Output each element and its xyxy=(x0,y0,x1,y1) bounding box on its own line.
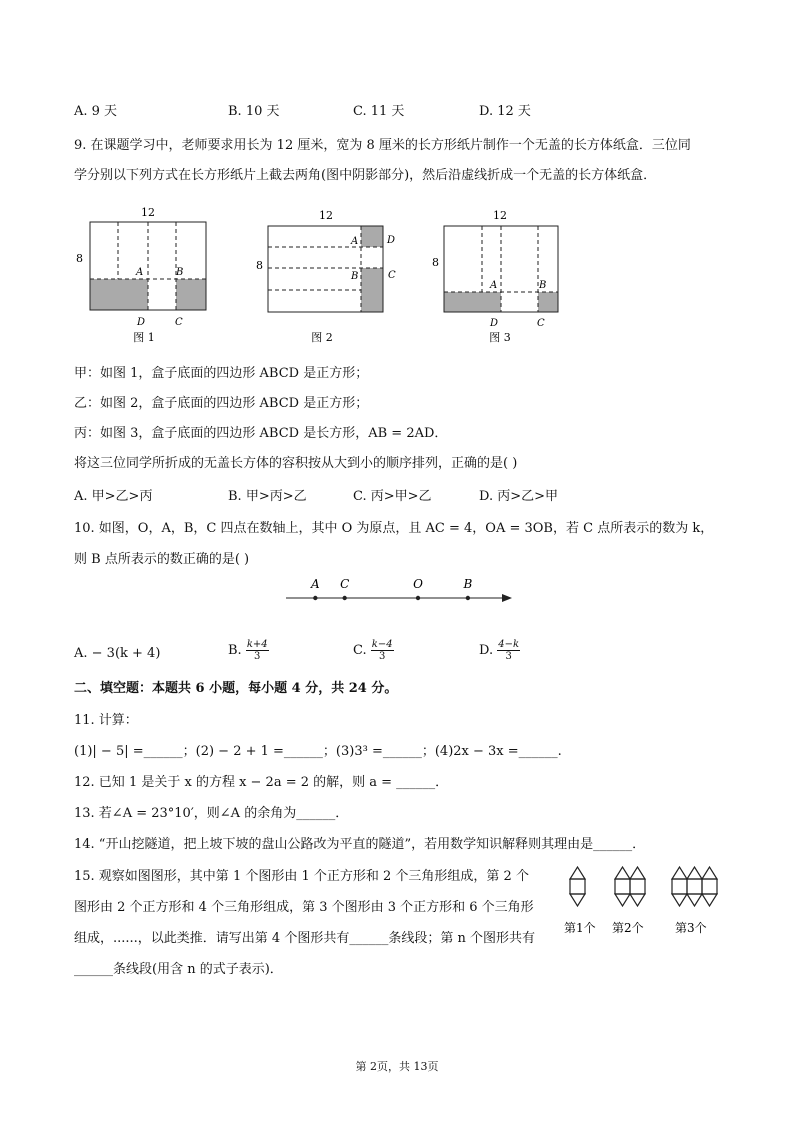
q14-text: 14. “开山挖隧道，把上坡下坡的盘山公路改为平直的隧道”，若用数学知识解释则其理由是______． xyxy=(74,837,646,852)
q9-option-a: A. 甲>乙>丙 xyxy=(74,489,153,504)
q10-option-d-denominator: 3 xyxy=(505,651,512,662)
axis-point-dot-c xyxy=(342,596,346,600)
q10-option-b: B. $\frac{k+4}{3}$ xyxy=(228,639,268,662)
q9-text-line1: 9. 在课题学习中，老师要求用长为 12 厘米，宽为 8 厘米的长方形纸片制作一个无盖的长方体纸盒．三位同 xyxy=(74,138,691,153)
q10-text-line1: 10. 如图，O，A，B，C 四点在数轴上，其中 O 为原点，且 AC = 4，OA = 3OB，若 C 点所表示的数为 k， xyxy=(74,521,714,536)
q15-text-line3: 组成，......，以此类推．请写出第 4 个图形共有______条线段；第 n 个图形共有 xyxy=(74,931,535,946)
fig3-point-a: A xyxy=(490,280,498,291)
fig3-point-b: B xyxy=(539,280,547,291)
q15-text-line1: 15. 观察如图图形，其中第 1 个图形由 1 个正方形和 2 个三角形组成，第 2 个 xyxy=(74,869,529,884)
q9-figure-1 xyxy=(74,202,224,347)
axis-point-label-c: C xyxy=(340,577,350,591)
q15-figure-3-label: 第3个 xyxy=(675,921,707,935)
fig1-point-a: A xyxy=(136,267,144,278)
q15-pattern-figure xyxy=(560,862,730,942)
q9-figure-3 xyxy=(428,202,578,347)
q12-text: 12. 已知 1 是关于 x 的方程 x − 2a = 2 的解，则 a = ______． xyxy=(74,775,449,790)
q11-text-line1: 11. 计算： xyxy=(74,713,138,728)
q10-option-a: A. − 3(k + 4) xyxy=(74,646,161,661)
fig2-caption: 图 2 xyxy=(311,331,333,344)
section2-title: 二、填空题：本题共 6 小题，每小题 4 分，共 24 分。 xyxy=(74,681,398,696)
q9-option-d: D. 丙>乙>甲 xyxy=(479,489,559,504)
q9-statement-jia: 甲：如图 1，盒子底面的四边形 ABCD 是正方形； xyxy=(74,366,369,381)
fig1-point-b: B xyxy=(176,267,184,278)
q10-option-b-numerator: k+4 xyxy=(246,639,268,650)
q15-figure-2-label: 第2个 xyxy=(612,921,644,935)
fig1-caption: 图 1 xyxy=(133,331,155,344)
q10-number-line xyxy=(280,575,520,615)
fig1-point-c: C xyxy=(175,317,183,328)
q9-option-c: C. 丙>甲>乙 xyxy=(353,489,432,504)
q13-text: 13. 若∠A = 23°10′，则∠A 的余角为______． xyxy=(74,806,349,821)
fig2-point-a: A xyxy=(351,236,359,247)
fig2-height-label: 8 xyxy=(256,259,263,272)
q8-option-b: B. 10 天 xyxy=(228,104,280,119)
q8-option-a: A. 9 天 xyxy=(74,104,118,119)
fig3-point-c: C xyxy=(537,318,545,329)
axis-arrow-head xyxy=(502,594,512,602)
fig3-caption: 图 3 xyxy=(489,331,511,344)
axis-point-label-a: A xyxy=(310,577,320,591)
fig2-point-d: D xyxy=(387,235,396,246)
fig3-height-label: 8 xyxy=(432,256,439,269)
q11-text-line2: (1)| − 5| =______；(2) − 2 + 1 =______；(3)3³ =______；(4)2x − 3x =______. xyxy=(74,744,562,759)
page-footer: 第 2页，共 13页 xyxy=(355,1060,439,1073)
q8-option-d: D. 12 天 xyxy=(479,104,531,119)
q8-option-c: C. 11 天 xyxy=(353,104,405,119)
q10-option-b-denominator: 3 xyxy=(254,651,261,662)
q9-question: 将这三位同学所折成的无盖长方体的容积按从大到小的顺序排列，正确的是( ) xyxy=(74,456,518,471)
q10-option-c-denominator: 3 xyxy=(378,651,386,662)
q10-option-c: C. $\frac{k-4}{3}$ xyxy=(353,639,393,662)
fig1-height-label: 8 xyxy=(76,252,83,265)
q15-text-line4: ______条线段(用含 n 的式子表示)． xyxy=(74,962,283,977)
fig1-width-label: 12 xyxy=(141,206,155,219)
axis-point-dot-a xyxy=(313,596,317,600)
q9-figure-2 xyxy=(252,202,412,347)
fig1-point-d: D xyxy=(137,317,146,328)
axis-point-label-b: B xyxy=(463,577,473,591)
axis-point-dot-b xyxy=(466,596,470,600)
q9-statement-yi: 乙：如图 2，盒子底面的四边形 ABCD 是正方形； xyxy=(74,396,369,411)
q10-option-d: D. $\frac{4-k}{3}$ xyxy=(479,639,520,662)
q9-text-line2: 学分别以下列方式在长方形纸片上截去两角(图中阴影部分)，然后沿虚线折成一个无盖的长方体纸盒． xyxy=(74,168,657,183)
fig2-point-b: B xyxy=(351,271,359,282)
q15-figure-1-label: 第1个 xyxy=(564,921,596,935)
q10-option-c-numerator: k−4 xyxy=(371,639,393,650)
fig3-width-label: 12 xyxy=(493,209,507,222)
q10-option-d-numerator: 4−k xyxy=(498,639,520,650)
fig2-width-label: 12 xyxy=(319,209,333,222)
fig2-point-c: C xyxy=(388,270,396,281)
q9-statement-bing: 丙：如图 3，盒子底面的四边形 ABCD 是长方形，AB = 2AD． xyxy=(74,426,448,441)
q15-text-line2: 图形由 2 个正方形和 4 个三角形组成，第 3 个图形由 3 个正方形和 6 个三角形 xyxy=(74,900,534,915)
q10-text-line2: 则 B 点所表示的数正确的是( ) xyxy=(74,552,250,567)
q9-option-b: B. 甲>丙>乙 xyxy=(228,489,307,504)
fig3-point-d: D xyxy=(490,318,499,329)
axis-point-dot-o xyxy=(416,596,420,600)
axis-point-label-o: O xyxy=(413,577,423,591)
